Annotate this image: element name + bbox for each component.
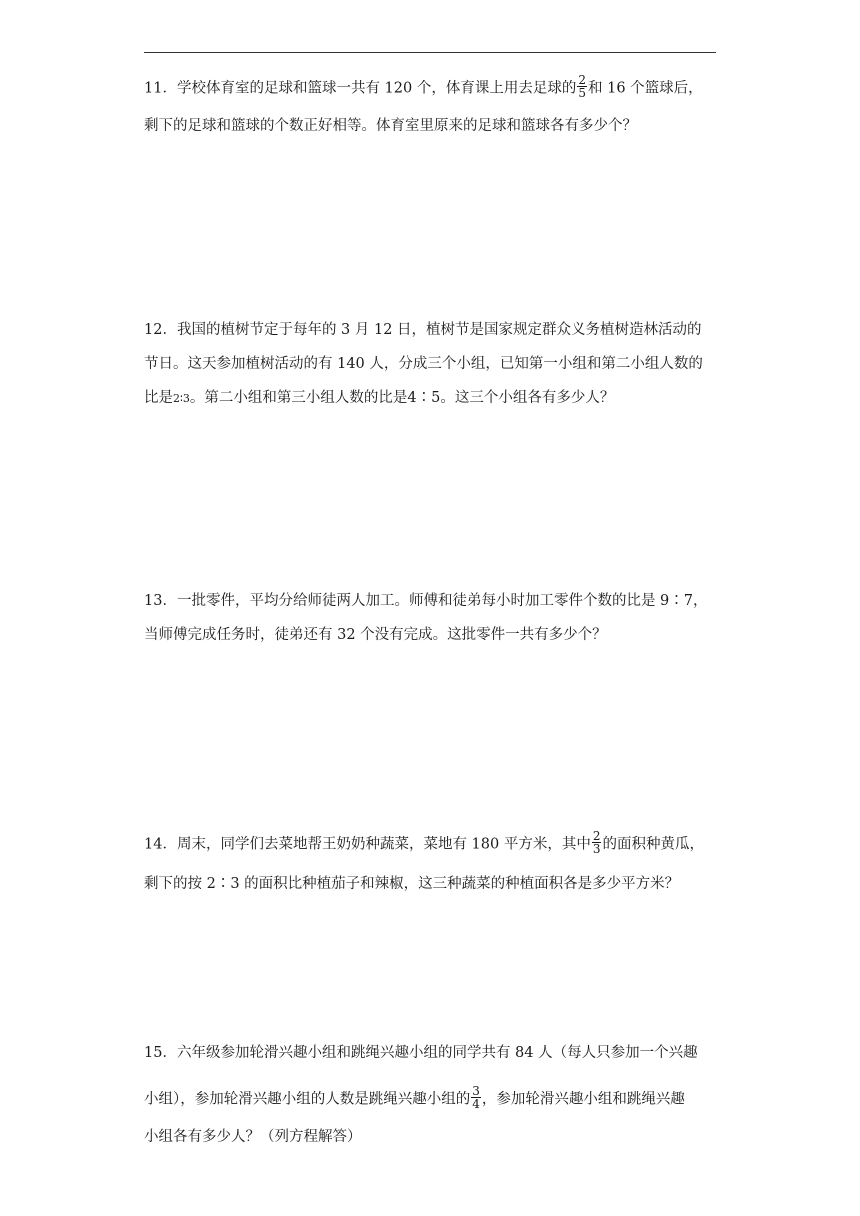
question-14: [144, 829, 720, 894]
question-11-line-1: [144, 73, 720, 100]
question-15-line-2: 小组），参加轮滑兴趣小组的人数是跳绳兴趣小组的 $\frac{3}{4}$ ，参加轮滑兴趣小组和跳绳兴趣: [144, 1084, 685, 1111]
ratio-4-5: 4∶5: [407, 390, 441, 406]
question-11-text-a: 11．学校体育室的足球和篮球一共有 120 个，体育课上用去足球的: [144, 80, 577, 97]
question-12-line-2: 节日。这天参加植树活动的有 140 人，分成三个小组，已知第一小组和第二小组人数的: [144, 356, 703, 372]
question-11: [144, 73, 720, 136]
question-14-line-1: 14．周末，同学们去菜地帮王奶奶种蔬菜，菜地有 180 平方米，其中 $\frac{2}{3}$ 的面积种黄瓜，: [144, 829, 704, 856]
question-14-line-2: 剩下的按 2∶3 的面积比种植茄子和辣椒，这三种蔬菜的种植面积各是多少平方米？: [144, 876, 680, 892]
question-15-line-3: 小组各有多少人？（列方程解答）: [144, 1129, 362, 1145]
question-13-line-1: 13．一批零件，平均分给师徒两人加工。师傅和徒弟每小时加工零件个数的比是 9∶7，: [144, 593, 708, 609]
fraction-two-thirds: $\frac{2}{3}$: [592, 829, 601, 856]
question-12: [144, 320, 720, 408]
header-rule: [144, 52, 716, 53]
fraction-three-fourths: $\frac{3}{4}$: [472, 1084, 480, 1111]
question-12-line-1: 12．我国的植树节定于每年的 3 月 12 日，植树节是国家规定群众义务植树造林活动的: [144, 322, 702, 338]
question-13-line-2: 当师傅完成任务时，徒弟还有 32 个没有完成。这批零件一共有多少个？: [144, 627, 607, 643]
question-15-line-1: 15．六年级参加轮滑兴趣小组和跳绳兴趣小组的同学共有 84 人（每人只参加一个兴趣: [144, 1045, 698, 1061]
ratio-2-3: 2∶3: [173, 392, 190, 405]
question-12-line-3: 比是2∶3。第二小组和第三小组人数的比是4∶5。这三个小组各有多少人？: [144, 390, 615, 406]
question-13: [144, 591, 720, 645]
question-11-text-b: 和 16 个篮球后，: [587, 80, 703, 97]
question-11-line-2: 剩下的足球和篮球的个数正好相等。体育室里原来的足球和篮球各有多少个？: [144, 118, 637, 134]
fraction-two-fifths: $\frac{2}{5}$: [578, 73, 586, 100]
question-15: [144, 1043, 720, 1147]
